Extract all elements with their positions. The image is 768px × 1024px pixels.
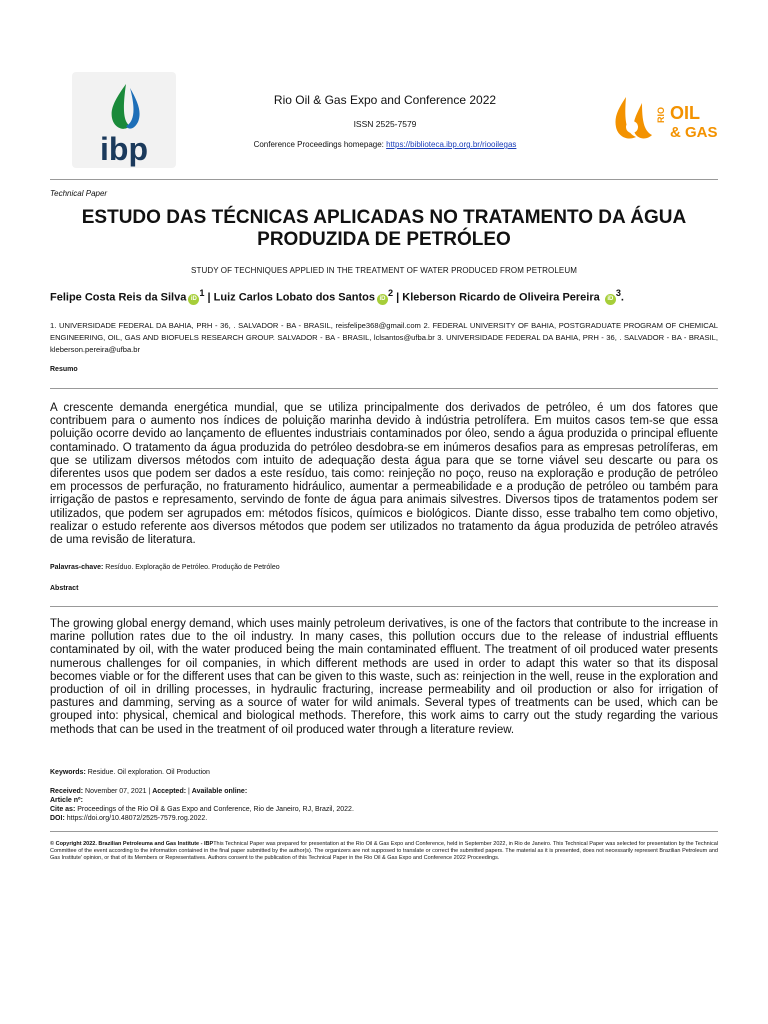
homepage-line: [190, 140, 580, 149]
keywords: [50, 768, 718, 777]
resumo-label: Resumo: [50, 366, 78, 373]
copyright-label: © Copyright 2022. Brazilian Petroleuma and Gas Institute - IBP: [50, 841, 214, 847]
author-separator: |: [393, 291, 403, 304]
orcid-icon[interactable]: iD: [605, 294, 616, 305]
received-label: Received:: [50, 788, 84, 795]
ibp-logo-text: ibp: [100, 131, 148, 167]
doi-text: https://doi.org/10.48072/2525-7579.rog.2022.: [64, 815, 208, 822]
accepted-separator: |: [186, 788, 192, 795]
received-date: November 07, 2021 |: [83, 788, 153, 795]
palavras-chave-label: Palavras-chave:: [50, 564, 104, 571]
accepted-label: Accepted:: [152, 788, 187, 795]
affiliations: 1. UNIVERSIDADE FEDERAL DA BAHIA, PRH - 36, . SALVADOR - BA - BRASIL, reisfelipe368@gmail.com 2. FEDERAL UNIVERSITY OF BAHIA, POSTGRADUATE PROGRAM OF CHEMICAL ENGINEERING, OIL, GAS AND BIOFUELS RESEARCH GROUP. SALVADOR - BA - BRASIL, lclsantos@ufba.br 3. UNIVERSIDADE FEDERAL DA BAHIA, PRH - 36, . SALVADOR - BA - BRASIL, kleberson.pereira@ufba.br: [50, 321, 718, 354]
palavras-chave: [50, 563, 718, 572]
author-name: Felipe Costa Reis da Silva: [50, 291, 187, 304]
author-affiliation-number: 2: [387, 288, 394, 298]
rio-oil-gas-logo: [612, 93, 722, 145]
doi-label: DOI:: [50, 815, 65, 822]
author-name: Kleberson Ricardo de Oliveira Pereira: [402, 291, 600, 304]
abstract-label: Abstract: [50, 585, 79, 592]
abstract-divider: [50, 606, 718, 607]
homepage-link[interactable]: https://biblioteca.ibp.org.br/riooilegas: [386, 140, 517, 149]
title-line-1: ESTUDO DAS TÉCNICAS APLICADAS NO TRATAMENTO DA ÁGUA: [81, 207, 687, 228]
article-number-label: Article nº:: [50, 797, 83, 804]
keywords-label: Keywords:: [50, 769, 86, 776]
orcid-icon[interactable]: iD: [188, 294, 199, 305]
paper-title: [50, 207, 718, 251]
ibp-logo: [72, 72, 176, 168]
header-divider: [50, 179, 718, 180]
article-info: [50, 787, 718, 823]
cite-label: Cite as:: [50, 806, 76, 813]
author-affiliation-number: 3: [615, 288, 621, 298]
copyright-text: This Technical Paper was prepared for presentation at the Rio Oil & Gas Expo and Conference, held in September 2022, in Rio de Janeiro. This Technical Paper was selected for presentation by the Technical Committee of the event according to the information contained in the final paper submitted by the author(s). The organizers are not supposed to translate or correct the submitted papers. The material as it is presented, does not necessarily represent Brazilian Petroleum and Gas Institute' opinion, or that of its Members or Representatives. Authors consent to the publication of this Technical Paper in the Rio Oil & Gas Expo and Conference 2022 Proceedings.: [50, 841, 718, 861]
author-name: Luiz Carlos Lobato dos Santos: [213, 291, 375, 304]
orcid-icon[interactable]: iD: [377, 294, 388, 305]
cite-text: Proceedings of the Rio Oil & Gas Expo and Conference, Rio de Janeiro, RJ, Brazil, 2022.: [75, 806, 354, 813]
resumo-divider: [50, 388, 718, 389]
resumo-text: A crescente demanda energética mundial, que se utiliza principalmente dos derivados de petróleo, é um dos fatores que contribuem para o aumento nos índices de poluição marinha devido à indústria petrolífera. Em muitos casos tem-se que essa poluição ocorre devido ao lançamento de efluentes industriais contaminados por óleo, sendo a água produzida o principal efluente contaminado. O tratamento da água produzida do petróleo desdobra-se em inúmeros desafios para as empresas petrolíferas, em que se utilizam diversos métodos com intuito de adequação desta água para que se torne viável seu descarte ou para os diferentes usos que podem ser dados a este resíduo, tais como: reinjeção no poço, reuso na exploração e produção de petróleo em processos de perfuração, no fraturamento hidráulico, aumentar a permeabilidade e a produção de petróleo ou também para irrigação de pastos e represamento, servindo de fonte de água para animais silvestres. Diversos tipos de tratamentos podem ser utilizados, que podem ser agrupados em: métodos físicos, químicos e biológicos. Diante disso, esse trabalho tem como objetivo, realizar o estudo referente aos diversos métodos que podem ser utilizados no tratamento da água produzida de petróleo através de uma revisão de literatura.: [50, 402, 718, 547]
title-line-2: PRODUZIDA DE PETRÓLEO: [257, 229, 511, 250]
dates-line: [50, 787, 718, 796]
paper-subtitle: STUDY OF TECHNIQUES APPLIED IN THE TREATMENT OF WATER PRODUCED FROM PETROLEUM: [191, 266, 577, 275]
footer-divider: [50, 831, 718, 832]
author-separator: |: [204, 291, 214, 304]
keywords-text: Residue. Oil exploration. Oil Production: [85, 769, 210, 776]
palavras-chave-text: Resíduo. Exploração de Petróleo. Produção de Petróleo: [103, 564, 280, 571]
gas-text: & GAS: [670, 124, 718, 141]
copyright-notice: [50, 841, 718, 861]
issn: ISSN 2525-7579: [353, 119, 417, 129]
author-list: [50, 288, 718, 305]
paper-type: Technical Paper: [50, 189, 108, 198]
author-list-end: .: [620, 291, 624, 304]
doi-line: [50, 814, 718, 823]
homepage-label: Conference Proceedings homepage:: [253, 140, 387, 149]
abstract-text: The growing global energy demand, which uses mainly petroleum derivatives, is one of the factors that contribute to the increase in marine pollution rates due to the oil industry. In many cases, this pollution occurs due to the release of industrial effluents contaminated by oil, with the water produced being the main contaminated effluent. The treatment of oil produced water presents numerous challenges for oil companies, in which different methods are used in order to adapt this water so that its disposal becomes viable or for the different uses that can be given to this waste, such as: reinjection in the well, reuse in the exploration and production of oil in drilling processes, in hydraulic fracturing, increase permeability and oil production or also for irrigation of pastures and damming, serving as a source of water for wild animals. Several types of treatments can be used, which can be grouped into: physical, chemical and biological methods. Therefore, this work aims to carry out the study regarding the various methods that can be used in the treatment of oil produced water through a literature review.: [50, 618, 718, 736]
cite-line: [50, 805, 718, 814]
oil-text: OIL: [670, 103, 700, 123]
available-online-label: Available online:: [191, 788, 248, 795]
rio-text: RIO: [656, 106, 666, 123]
conference-name: Rio Oil & Gas Expo and Conference 2022: [273, 93, 497, 107]
article-number-line: [50, 796, 718, 805]
author-affiliation-number: 1: [199, 288, 205, 298]
